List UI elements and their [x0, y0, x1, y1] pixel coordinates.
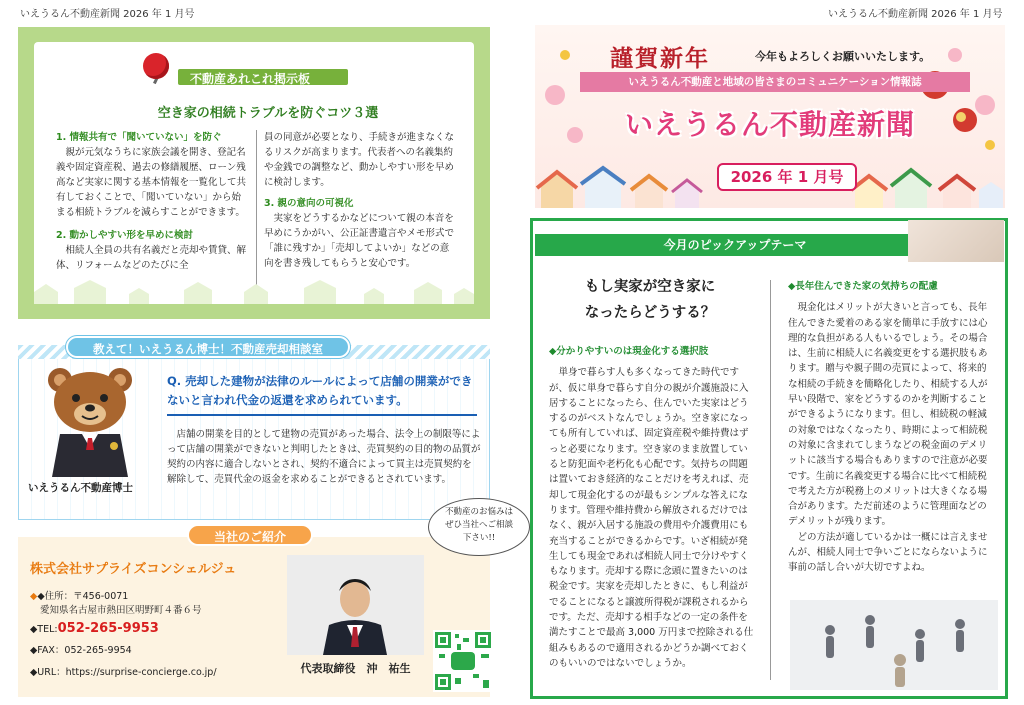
consultation-answer: 店舗の開業を目的として建物の売買があった場合、法令上の制限等によって店舗の開業ができないと判明したときは、売買契約の目的物の品質が契約の内容に適合しないとされ、契約不適合によって買主は売買契約を解除して、売買代金の返金を求めることができるとされています。 [167, 429, 481, 485]
hands-photo [908, 220, 1004, 262]
company-tel: ◆TEL:052-265-9953 [30, 621, 159, 636]
ceo-name: 代表取締役 沖 祐生 [300, 662, 411, 675]
header-right: いえうるん不動産新聞 2026 年 1 月号 [828, 9, 1003, 20]
tip-1-body: 親が元気なうちに家族会議を開き、登記名義や固定資産税、過去の修繕履歴、ローン残高など実家に関する基本情報を一覧化して共有しておくことで、「聞いていない」から始まる相続トラブルを減らすことができます。 [56, 147, 247, 218]
question-underline [167, 414, 477, 416]
issue-badge: 2026 年 1 月号 [717, 163, 857, 191]
tip-2-body: 相続人全員の共有名義だと売却や賃貸、解体、リフォームなどのたびに全 [56, 245, 247, 271]
company-address: 愛知県名古屋市熱田区明野町４番６号 [40, 605, 202, 616]
doctor-name: いえうるん不動産博士 [28, 482, 133, 494]
company-address-label: ◆◆住所：〒456-0071 [30, 591, 129, 602]
pickup-col1-body: 単身で暮らす人も多くなってきた時代ですが、仮に単身で暮らす自分の親が介護施設に入居することになったら、住んでいた実家はどうするのがベストなんでしょうか。空き家になっても所有していれば、固定資産税や維持費はずっと必要になります。空き家のまま放置していると防犯面や老朽化も心配です。気持ちの問題は置いておき経済的なことだけを考えれば、売却して現金化するのが最もシンプルな答えになります。管理や維持費から解放されるだけではなく、親が入居する施設の費用や介護費用にも充当することができるからです。いざ相続が発生しても現金であれば相続人同士で分けやすくもなります。売却する際に念頭に置きたいのは税金です。実家を売却したときに、もし利益がでることになると譲渡所得税が課税されるからです。ただ、売却する相手などの一定の条件を満たすことで最高 3,000 万円まで控除される仕組みもあるので適用されるかどうか調べておくのもいいのではないでしょうか。 [549, 367, 754, 669]
masthead-ribbon: いえうるん不動産と地域の皆さまのコミュニケーション情報誌 [580, 72, 970, 92]
new-year-greeting-text: 今年もよろしくお願いいたします。 [755, 50, 931, 63]
speech-bubble: 不動産のお悩みは ぜひ当社へご相談 下さい!! [428, 498, 530, 556]
tip-1-heading: 1. 情報共有で「聞いていない」を防ぐ [56, 132, 222, 143]
house-silhouettes-decoration [34, 280, 474, 304]
board-column-1 [56, 130, 250, 273]
company-url[interactable]: ◆URL：https://surprise-concierge.co.jp/ [30, 667, 217, 678]
company-name: 株式会社サプライズコンシェルジュ [30, 562, 237, 577]
company-fax: ◆FAX：052-265-9954 [30, 645, 132, 656]
pickup-band-title: 今月のピックアップテーマ [535, 234, 935, 256]
tip-3-heading: 3. 親の意向の可視化 [264, 198, 354, 209]
pickup-col1-heading: ◆分かりやすいのは現金化する選択肢 [549, 346, 709, 357]
pickup-title: もし実家が空き家に なったらどうする？ [584, 279, 716, 321]
company-tel-number: 052-265-9953 [57, 621, 159, 636]
board-subtitle: 空き家の相続トラブルを防ぐコツ３選 [157, 106, 379, 121]
figurines-photo [790, 600, 998, 690]
tip-2-heading: 2. 動かしやすい形を早めに検討 [56, 230, 194, 241]
qr-line-label: LINE [451, 658, 469, 666]
board-title: 不動産あれこれ掲示板 [178, 69, 348, 85]
pushpin-icon [143, 53, 169, 79]
consultation-title: 教えて！いえうるん博士！不動産売却相談室 [66, 336, 350, 358]
newspaper-title: いえうるん不動産新聞 [625, 108, 916, 141]
tip-2-body-cont: 員の同意が必要となり、手続きが進まなくなるリスクが高まります。代表者への名義集約や金銭での調整など、動かしやすい形を早めに検討します。 [264, 132, 455, 188]
header-left: いえうるん不動産新聞 2026 年 1 月号 [20, 9, 195, 20]
new-year-greeting-title: 謹賀新年 [610, 45, 710, 72]
pickup-col2-heading: ◆長年住んできた家の気持ちの配慮 [788, 281, 938, 292]
bear-doctor-icon [38, 362, 148, 477]
tip-3-body: 実家をどうするかなどについて親の本音を早めにうかがい、公正証書遺言やメモ形式で「誰に残すか」「売却してよいか」などの意向を書き残してもらうと安心です。 [264, 213, 455, 269]
pickup-col2-conclusion: どの方法が適しているかは一概には言えませんが、相続人同士で争いごとにならないように事前の話し合いが大切ですよね。 [788, 531, 988, 574]
company-section-title: 当社のご紹介 [187, 524, 313, 546]
consultation-question: Q. 売却した建物が法律のルールによって店舗の開業ができないと言われ代金の返還を求められています。 [167, 374, 473, 407]
pickup-column-2 [788, 279, 994, 576]
ceo-photo [287, 555, 424, 655]
board-divider [256, 130, 257, 290]
pickup-col2-body: 現金化はメリットが大きいと言っても、長年住んできた愛着のある家を簡単に手放すには心理的な負担がある人もいるでしょう。その場合は、生前に相続人に名義変更をする選択肢もあります。贈与や親子間の売買によって、将来的な相続の手続きを簡略化したり、相続する人が早い段階で、家をどうするのかを判断することができるようになります。但し、相続税の軽減の対象ではなくなったり、時期によって相続税の対象に含まれてしまうなどの税金面のデメリットに該当する場合もありますので注意が必要です。生前に名義変更する場合に比べて相続税で考えた方が税務上のメリットは大きくなる場合があります。ただ前述のように管理面などのデメリットが残ります。 [788, 302, 988, 528]
board-column-2 [264, 130, 458, 271]
pickup-divider [770, 280, 771, 680]
pickup-column-1 [549, 344, 754, 671]
